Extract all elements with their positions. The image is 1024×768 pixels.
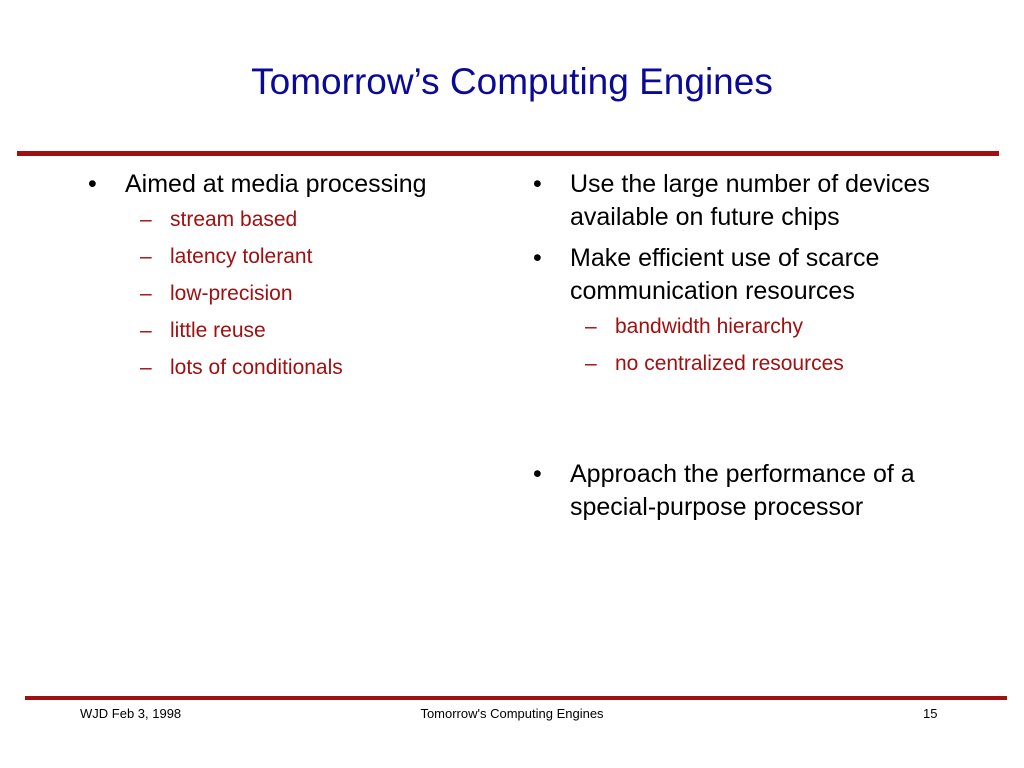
sub-item: [530, 345, 950, 382]
sub-item-text: latency tolerant: [170, 245, 313, 268]
page-number: 15: [923, 706, 938, 721]
bullet-text: Use the large number of devices available on future chips: [570, 170, 930, 231]
top-divider: [17, 151, 999, 156]
footer-title: Tomorrow's Computing Engines: [420, 706, 604, 721]
dash-glyph: –: [585, 352, 597, 375]
sub-item-text: lots of conditionals: [170, 356, 343, 379]
footer-date: WJD Feb 3, 1998: [80, 706, 182, 721]
sub-item: [85, 349, 495, 386]
slide-title: Tomorrow’s Computing Engines: [251, 61, 773, 102]
bottom-divider: [25, 696, 1007, 700]
bullet-text: Make efficient use of scarce communication resources: [570, 244, 880, 305]
sub-item: [85, 275, 495, 312]
bullet-item: [530, 242, 950, 308]
sub-item-text: no centralized resources: [615, 352, 844, 375]
sub-item-text: bandwidth hierarchy: [615, 315, 803, 338]
sub-item-text: low-precision: [170, 282, 293, 305]
bullet-item: [530, 458, 950, 524]
bullet-glyph: •: [88, 170, 97, 198]
sub-item: [85, 238, 495, 275]
dash-glyph: –: [140, 208, 152, 231]
dash-glyph: –: [140, 245, 152, 268]
bullet-glyph: •: [533, 244, 542, 272]
right-column: [530, 168, 950, 524]
left-column: [85, 168, 495, 386]
bullet-text: Aimed at media processing: [125, 170, 427, 198]
dash-glyph: –: [140, 319, 152, 342]
bullet-item: [530, 168, 950, 234]
sub-item: [85, 201, 495, 238]
dash-glyph: –: [585, 315, 597, 338]
sub-item-text: little reuse: [170, 319, 266, 342]
dash-glyph: –: [140, 282, 152, 305]
dash-glyph: –: [140, 356, 152, 379]
sub-item: [530, 308, 950, 345]
bullet-item: [85, 168, 495, 201]
bullet-text: Approach the performance of a special-purpose processor: [570, 460, 915, 521]
sub-item-text: stream based: [170, 208, 298, 231]
sub-item: [85, 312, 495, 349]
bullet-glyph: •: [533, 170, 542, 198]
bullet-glyph: •: [533, 460, 542, 488]
